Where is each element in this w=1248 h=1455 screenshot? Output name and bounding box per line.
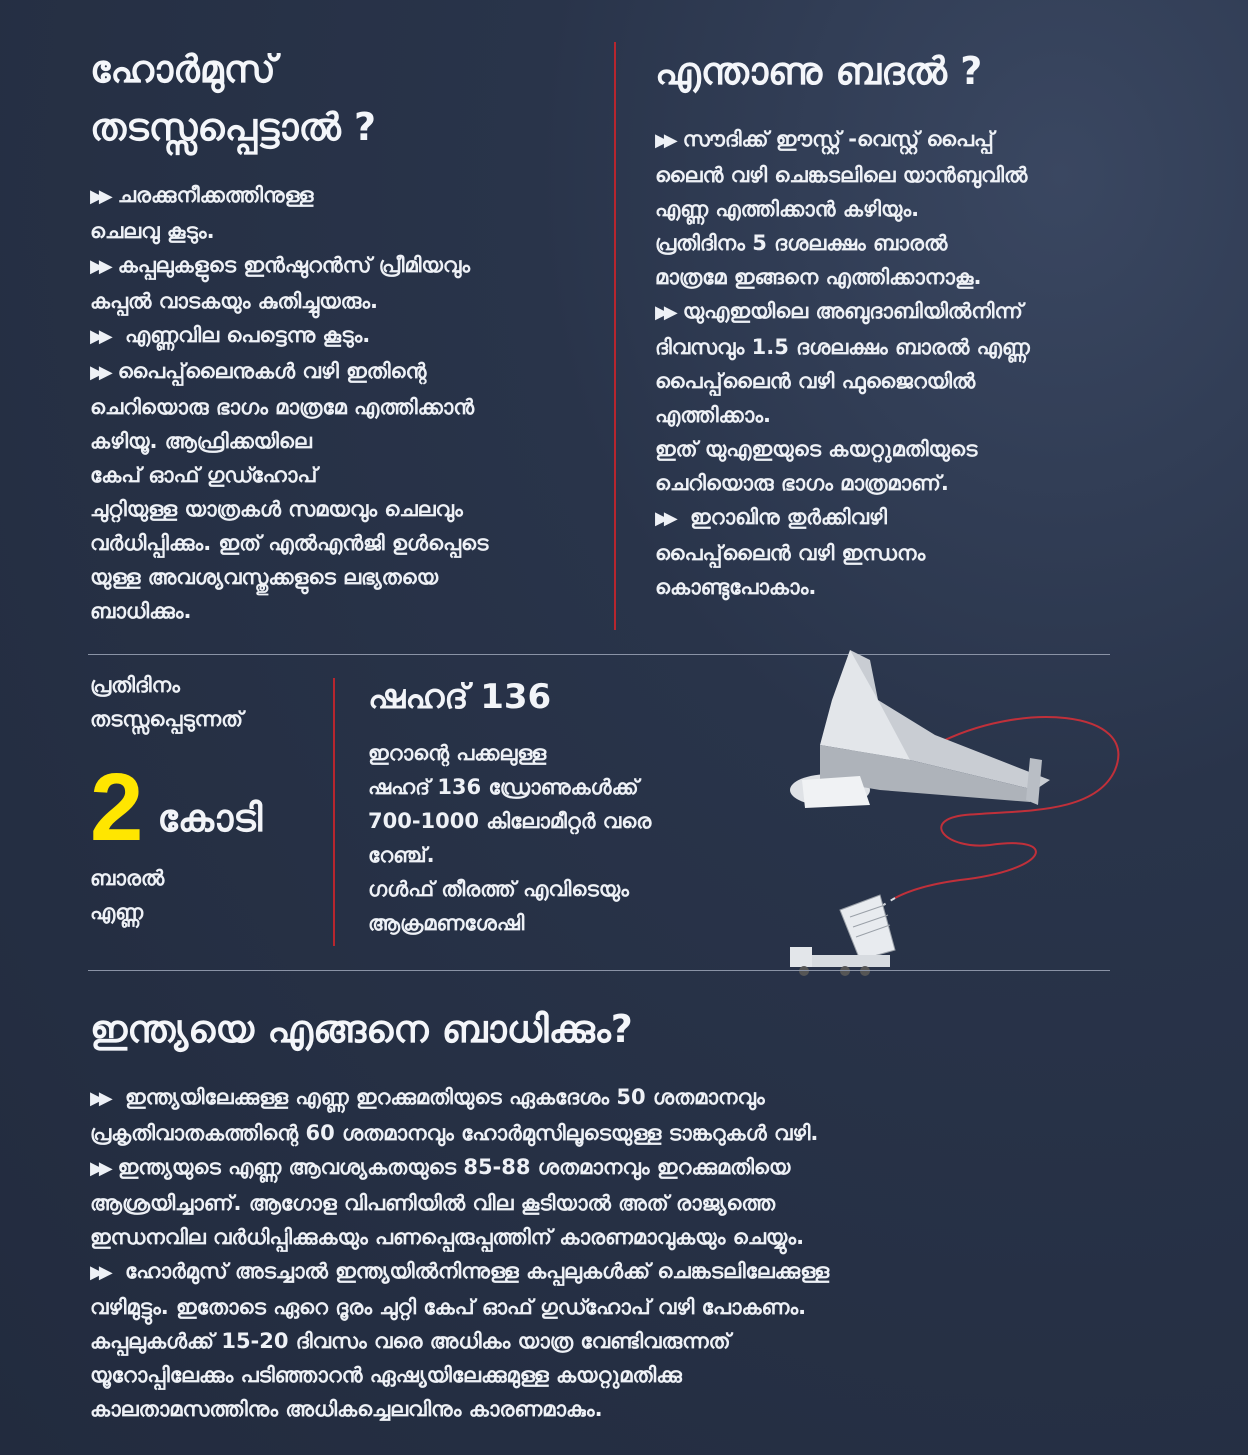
text-line <box>90 390 600 424</box>
text-line <box>90 526 600 560</box>
left-title-line: ഹോർമുസ് <box>90 47 276 91</box>
text-line-content: പൈപ്പ്‌ലൈൻ വഴി ഫുജൈറയിൽ <box>655 369 976 393</box>
text-line <box>368 838 748 872</box>
text-line-content: കേപ് ഓഫ് ഗുഡ്ഹോപ് <box>90 463 318 487</box>
text-line-content: സൗദിക്ക് ഈസ്റ്റ് -വെസ്റ്റ് പൈപ്പ് <box>682 127 994 151</box>
double-arrow-icon: ▶▶ <box>655 508 673 529</box>
text-line-content: കഴിയൂ. ആഫ്രിക്കയിലെ <box>90 429 312 453</box>
text-line <box>655 330 1215 364</box>
shahed-title: ഷഹദ് 136 <box>368 677 552 717</box>
text-line-content: ലൈൻ വഴി ചെങ്കടലിലെ യാൻബുവിൽ <box>655 163 1028 187</box>
text-line-content: എണ്ണവില പെട്ടെന്നു കൂടും. <box>117 323 371 347</box>
text-line <box>368 804 748 838</box>
text-line <box>90 214 600 248</box>
india-section <box>90 1000 1190 1426</box>
text-line-content: ദിവസവും 1.5 ദശലക്ഷം ബാരൽ എണ്ണ <box>655 335 1030 359</box>
text-line <box>655 398 1215 432</box>
text-line <box>368 770 748 804</box>
text-line-content: പ്രതിദിനം 5 ദശലക്ഷം ബാരൽ <box>655 231 948 255</box>
text-line-content: കൊണ്ടുപോകാം. <box>655 575 817 599</box>
text-line <box>90 594 600 628</box>
double-arrow-icon: ▶▶ <box>90 256 108 277</box>
double-arrow-icon: ▶▶ <box>90 1262 108 1283</box>
text-line <box>90 1186 1190 1220</box>
text-line-content: കപ്പൽ വാടകയും കുതിച്ചുയരും. <box>90 289 379 313</box>
text-line <box>90 284 600 318</box>
text-line-content: ഷഹദ് 136 ഡ്രോണുകൾക്ക് <box>368 775 639 799</box>
right-section <box>655 42 1215 604</box>
text-line-content: ഇന്ത്യയിലേക്കുള്ള എണ്ണ ഇറക്കുമതിയുടെ ഏകദേശം 50 ശതമാനവും <box>117 1085 765 1109</box>
text-line-content: ഇന്ത്യയുടെ എണ്ണ ആവശ്യകതയുടെ 85-88 ശതമാനവും ഇറക്കുമതിയെ <box>117 1155 791 1179</box>
text-line <box>90 492 600 526</box>
text-line <box>90 424 600 458</box>
text-line-content: മാത്രമേ ഇങ്ങനെ എത്തിക്കാനാകൂ. <box>655 265 982 289</box>
text-line-content: 700-1000 കിലോമീറ്റർ വരെ <box>368 809 652 833</box>
text-line <box>655 192 1215 226</box>
text-line <box>90 1358 1190 1392</box>
text-line-content: യുഎഇയിലെ അബുദാബിയിൽനിന്ന് <box>682 299 1023 323</box>
text-line-content: വഴിമുട്ടും. ഇതോടെ ഏറെ ദൂരം ചുറ്റി കേപ് ഓഫ് ഗുഡ്ഹോപ് വഴി പോകണം. <box>90 1295 807 1319</box>
double-arrow-icon: ▶▶ <box>90 326 108 347</box>
text-line-content: ബാധിക്കും. <box>90 599 192 623</box>
left-section <box>90 40 600 628</box>
shahed-body <box>368 736 748 940</box>
double-arrow-icon: ▶▶ <box>655 130 673 151</box>
stat-block <box>90 668 330 929</box>
text-line <box>655 432 1215 466</box>
text-line <box>655 570 1215 604</box>
text-line-content: കപ്പലുകളുടെ ഇൻഷുറൻസ് പ്രീമിയവും <box>117 253 471 277</box>
text-line <box>90 1324 1190 1358</box>
text-line-content: എത്തിക്കാം. <box>655 403 772 427</box>
text-line <box>90 178 600 214</box>
divider-stat-vertical <box>333 678 335 946</box>
text-line-content: യുള്ള അവശ്യവസ്തുക്കളുടെ ലഭ്യതയെ <box>90 565 439 589</box>
text-line-content: എണ്ണ എത്തിക്കാൻ കഴിയും. <box>655 197 920 221</box>
text-line <box>90 1392 1190 1426</box>
double-arrow-icon: ▶▶ <box>90 1158 108 1179</box>
text-line <box>90 1220 1190 1254</box>
stat-sub: ബാരൽ <box>90 866 165 890</box>
text-line-content: യൂറോപ്പിലേക്കും പടിഞ്ഞാറൻ ഏഷ്യയിലേക്കുമുള്ള കയറ്റുമതിക്കു <box>90 1363 682 1387</box>
double-arrow-icon: ▶▶ <box>90 186 108 207</box>
truck-launcher-icon <box>790 895 895 976</box>
text-line <box>90 1290 1190 1324</box>
text-line-content: ചെറിയൊരു ഭാഗം മാത്രമേ എത്തിക്കാൻ <box>90 395 475 419</box>
text-line <box>655 364 1215 398</box>
text-line <box>90 318 600 354</box>
text-line <box>90 458 600 492</box>
text-line <box>655 500 1215 536</box>
stat-unit: കോടി <box>157 796 263 840</box>
text-line <box>90 1080 1190 1116</box>
text-line <box>90 1116 1190 1150</box>
text-line <box>655 294 1215 330</box>
drone-illustration <box>760 640 1140 980</box>
stat-number: 2 <box>90 754 144 861</box>
stat-sub: എണ്ണ <box>90 900 144 924</box>
shahed-block <box>368 672 748 940</box>
text-line <box>655 536 1215 570</box>
divider-lower <box>88 970 1110 971</box>
text-line <box>368 736 748 770</box>
text-line <box>655 122 1215 158</box>
drone-icon <box>790 650 1050 808</box>
text-line <box>368 906 748 940</box>
double-arrow-icon: ▶▶ <box>655 302 673 323</box>
double-arrow-icon: ▶▶ <box>90 362 108 383</box>
text-line-content: ചെറിയൊരു ഭാഗം മാത്രമാണ്. <box>655 471 949 495</box>
text-line-content: ഇറാന്റെ പക്കലുള്ള <box>368 741 547 765</box>
stat-label: തടസ്സപ്പെടുന്നത് <box>90 707 244 731</box>
india-body <box>90 1080 1190 1426</box>
text-line-content: ചെലവു കൂടും. <box>90 219 215 243</box>
text-line <box>90 354 600 390</box>
stat-value <box>90 754 330 861</box>
text-line <box>90 560 600 594</box>
text-line-content: ആശ്രയിച്ചാണ്. ആഗോള വിപണിയിൽ വില കൂടിയാൽ അത് രാജ്യത്തെ <box>90 1191 776 1215</box>
divider-top-vertical <box>614 42 616 630</box>
text-line <box>90 1254 1190 1290</box>
text-line-content: ചരക്കുനീക്കത്തിനുള്ള <box>117 183 314 207</box>
left-body <box>90 178 600 628</box>
text-line-content: ആക്രമണശേഷി <box>368 911 525 935</box>
text-line <box>90 248 600 284</box>
text-line <box>655 260 1215 294</box>
text-line-content: വർധിപ്പിക്കും. ഇത് എൽഎൻജി ഉൾപ്പെടെ <box>90 531 489 555</box>
text-line-content: ഹോർമുസ് അടച്ചാൽ ഇന്ത്യയിൽനിന്നുള്ള കപ്പലുകൾക്ക് ചെങ്കടലിലേക്കുള്ള <box>117 1259 830 1283</box>
text-line <box>90 1150 1190 1186</box>
stat-label: പ്രതിദിനം <box>90 673 180 697</box>
text-line-content: ചുറ്റിയുള്ള യാത്രകൾ സമയവും ചെലവും <box>90 497 463 521</box>
text-line <box>655 158 1215 192</box>
text-line-content: ഇത് യുഎഇയുടെ കയറ്റുമതിയുടെ <box>655 437 978 461</box>
text-line <box>655 226 1215 260</box>
right-title: എന്താണു ബദൽ ? <box>655 49 983 93</box>
left-title-line: തടസ്സപ്പെട്ടാൽ ? <box>90 105 377 149</box>
text-line-content: കപ്പലുകൾക്ക് 15-20 ദിവസം വരെ അധികം യാത്ര വേണ്ടിവരുന്നത് <box>90 1329 731 1353</box>
text-line-content: പൈപ്പ്‌ലൈൻ വഴി ഇന്ധനം <box>655 541 926 565</box>
left-title <box>90 40 600 156</box>
text-line-content: ഇന്ധനവില വർധിപ്പിക്കുകയും പണപ്പെരുപ്പത്തിന് കാരണമാവുകയും ചെയ്യും. <box>90 1225 805 1249</box>
double-arrow-icon: ▶▶ <box>90 1088 108 1109</box>
text-line <box>655 466 1215 500</box>
text-line-content: കാലതാമസത്തിനും അധികച്ചെലവിനും കാരണമാകും. <box>90 1397 603 1421</box>
right-body <box>655 122 1215 604</box>
text-line-content: പ്രകൃതിവാതകത്തിന്റെ 60 ശതമാനവും ഹോർമുസിലൂടെയുള്ള ടാങ്കറുകൾ വഴി. <box>90 1121 819 1145</box>
text-line <box>368 872 748 906</box>
text-line-content: റേഞ്ച്. <box>368 843 435 867</box>
text-line-content: ഗൾഫ് തീരത്ത് എവിടെയും <box>368 877 629 901</box>
text-line-content: പൈപ്പ്‌ലൈനുകൾ വഴി ഇതിന്റെ <box>117 359 427 383</box>
text-line-content: ഇറാഖിനു തുർക്കിവഴി <box>682 505 887 529</box>
india-title: ഇന്ത്യയെ എങ്ങനെ ബാധിക്കും? <box>90 1007 633 1051</box>
